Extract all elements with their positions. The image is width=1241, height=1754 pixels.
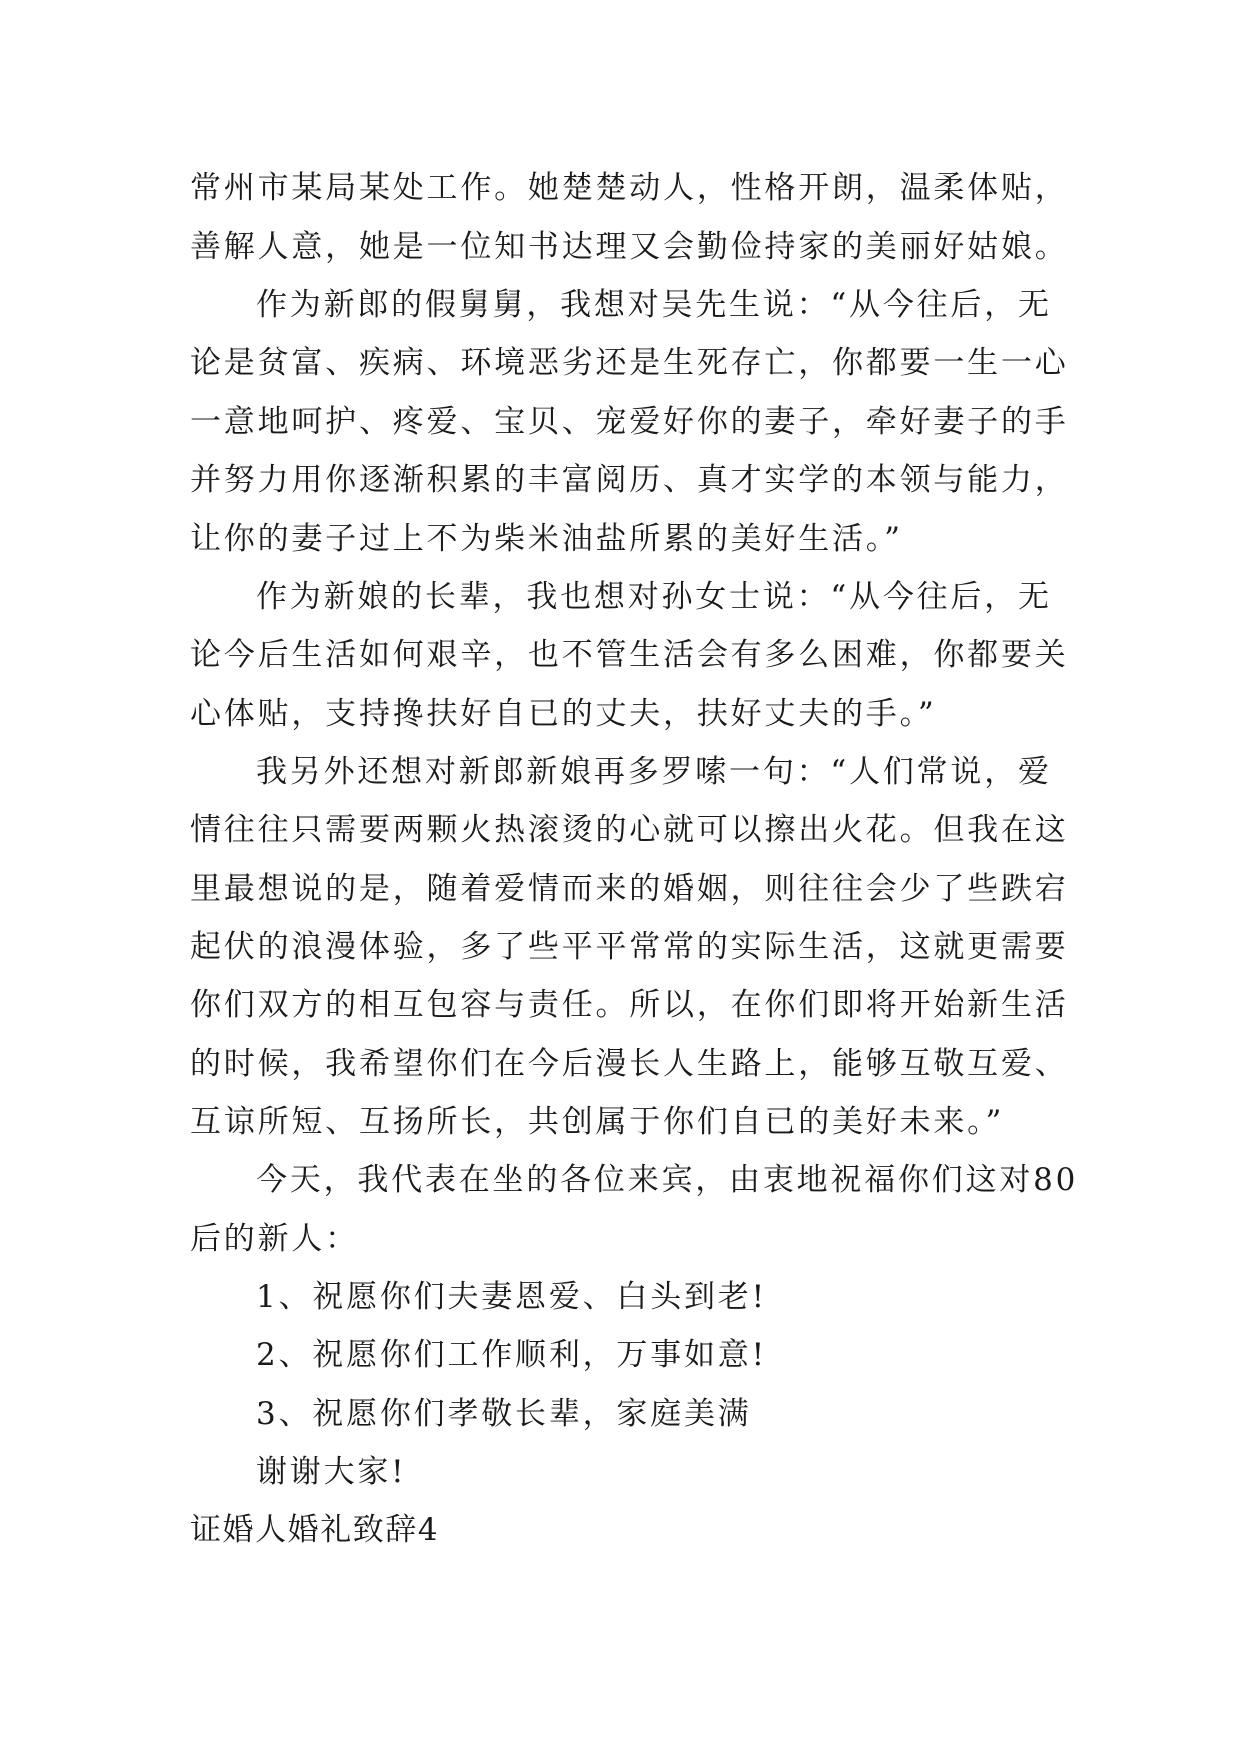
text-line: 你们双方的相互包容与责任。所以，在你们即将开始新生活 [190, 987, 1069, 1023]
text-line: 后的新人： [190, 1221, 359, 1257]
text-line: 起伏的浪漫体验，多了些平平常常的实际生活，这就更需要 [190, 929, 1069, 965]
text-line: 一意地呵护、疼爱、宝贝、宠爱好你的妻子，牵好妻子的手 [190, 404, 1069, 440]
section-heading: 证婚人婚礼致辞4 [190, 1512, 440, 1548]
text-line: 善解人意，她是一位知书达理又会勤俭持家的美丽好姑娘。 [190, 229, 1069, 265]
paragraph-start: 我另外还想对新郎新娘再多罗嗦一句：“人们常说，爱 [256, 754, 1052, 790]
paragraph-start: 作为新娘的长辈，我也想对孙女士说：“从今往后，无 [256, 579, 1052, 615]
text-line: 心体贴，支持搀扶好自已的丈夫，扶好丈夫的手。” [190, 696, 937, 732]
text-line: 常州市某局某处工作。她楚楚动人，性格开朗，温柔体贴， [190, 170, 1069, 206]
text-line: 并努力用你逐渐积累的丰富阅历、真才实学的本领与能力， [190, 462, 1069, 498]
list-item: 1、祝愿你们夫妻恩爱、白头到老! [256, 1279, 767, 1315]
text-line: 互谅所短、互扬所长，共创属于你们自已的美好未来。” [190, 1104, 1005, 1140]
list-item: 3、祝愿你们孝敬长辈，家庭美满 [256, 1396, 752, 1432]
text-line: 的时候，我希望你们在今后漫长人生路上，能够互敬互爱、 [190, 1046, 1069, 1082]
paragraph-start: 作为新郎的假舅舅，我想对吴先生说：“从今往后，无 [256, 287, 1052, 323]
text-line: 里最想说的是，随着爱情而来的婚姻，则往往会少了些跌宕 [190, 871, 1069, 907]
paragraph-start: 今天，我代表在坐的各位来宾，由衷地祝福你们这对80 [256, 1162, 1079, 1198]
closing-line: 谢谢大家! [256, 1454, 407, 1490]
text-line: 情往往只需要两颗火热滚烫的心就可以擦出火花。但我在这 [190, 812, 1069, 848]
text-line: 论是贫富、疾病、环境恶劣还是生死存亡，你都要一生一心 [190, 345, 1069, 381]
text-line: 论今后生活如何艰辛，也不管生活会有多么困难，你都要关 [190, 637, 1069, 673]
text-line: 让你的妻子过上不为柴米油盐所累的美好生活。” [190, 521, 903, 557]
list-item: 2、祝愿你们工作顺利，万事如意! [256, 1337, 767, 1373]
